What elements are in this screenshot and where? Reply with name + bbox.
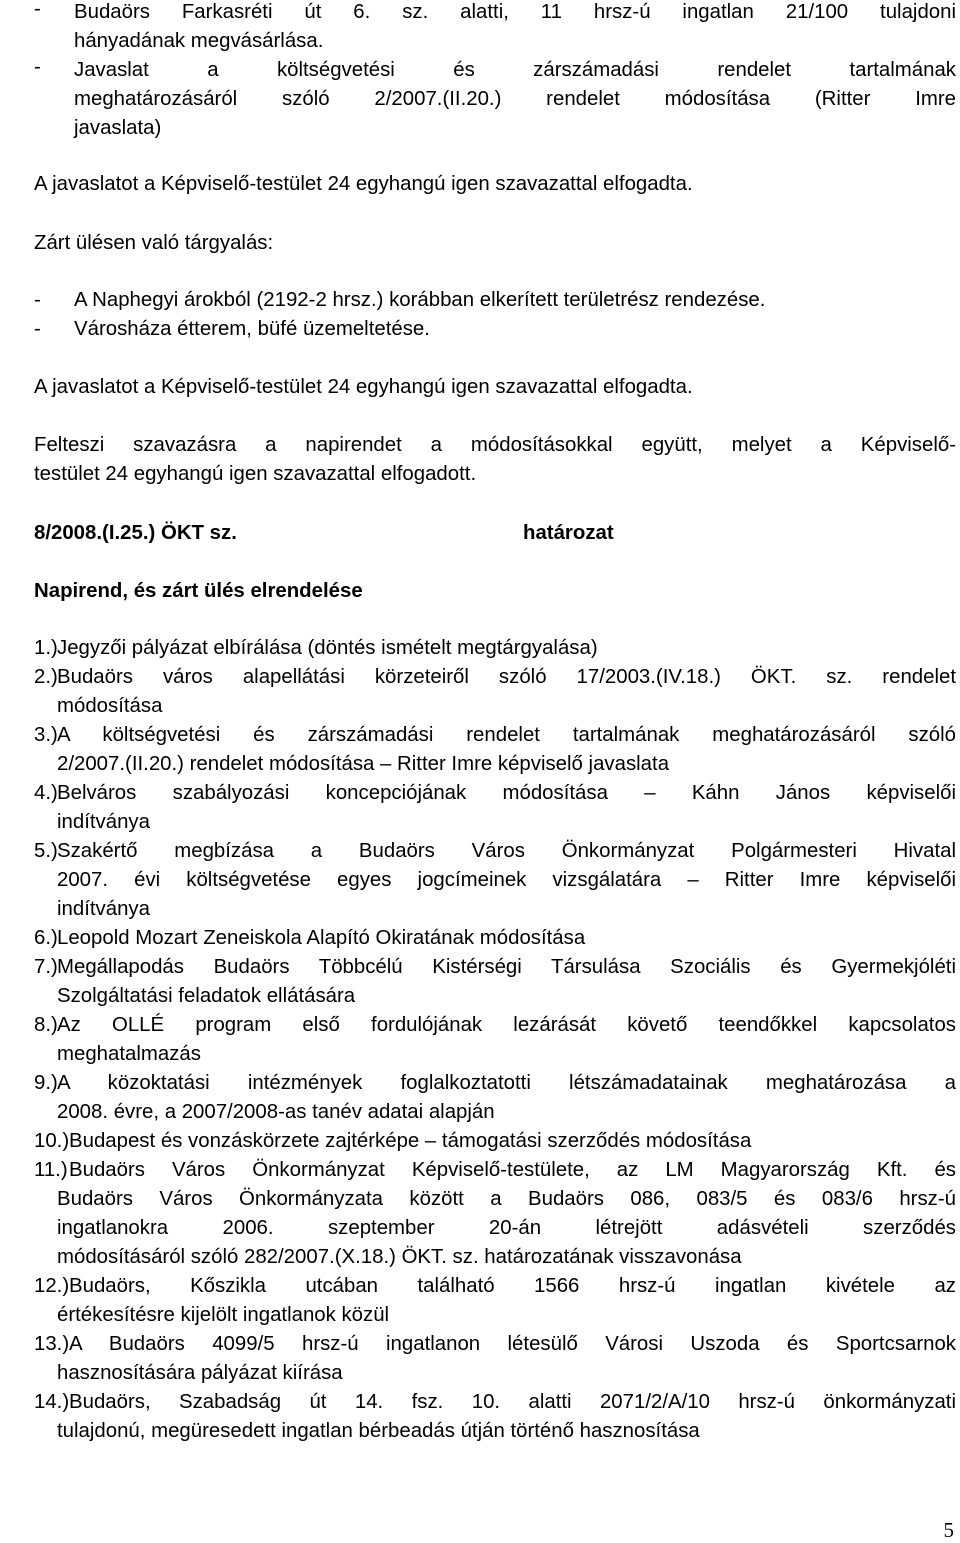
agenda-item — [34, 837, 956, 924]
agenda-item — [34, 1069, 956, 1127]
list-item — [34, 315, 956, 344]
agenda-item-number: 8.) — [34, 1014, 58, 1036]
agenda-item-line: Budaörs Város Önkormányzata között a Budaörs 086, 083/5 és 083/6 hrsz-ú — [57, 1188, 956, 1210]
agenda-item-number: 5.) — [34, 840, 58, 862]
agenda-item-line: Szakértő megbízása a Budaörs Város Önkormányzat Polgármesteri Hivatal — [57, 840, 956, 862]
agenda-item-line: Jegyzői pályázat elbírálása (döntés ismételt megtárgyalása) — [57, 637, 598, 659]
resolution-title: Napirend, és zárt ülés elrendelése — [34, 580, 363, 602]
intro-list — [34, 0, 956, 143]
list-item-line: hányadának megvásárlása. — [74, 30, 324, 52]
list-item-line: meghatározásáról szóló 2/2007.(II.20.) rendelet módosítása (Ritter Imre — [74, 88, 956, 110]
agenda-item-line: A költségvetési és zárszámadási rendelet tartalmának meghatározásáról szóló — [57, 724, 956, 746]
list-item — [34, 56, 956, 143]
agenda-item-line: indítványa — [57, 898, 150, 920]
agenda-item-line: Budaörs, Kőszikla utcában található 1566 hrsz-ú ingatlan kivétele az — [69, 1275, 956, 1297]
agenda-item — [34, 1156, 956, 1272]
agenda-item-line: ingatlanokra 2006. szeptember 20-án létrejött adásvételi szerződés — [57, 1217, 956, 1239]
agenda-item — [34, 634, 956, 663]
section-heading: Zárt ülésen való tárgyalás: — [34, 232, 274, 254]
agenda-item-number: 1.) — [34, 637, 58, 659]
list-item-text: Városháza étterem, büfé üzemeltetése. — [74, 318, 430, 340]
agenda-item-line: módosításáról szóló 282/2007.(X.18.) ÖKT. sz. határozatának visszavonása — [57, 1246, 742, 1268]
vote-result: A javaslatot a Képviselő-testület 24 egyhangú igen szavazattal elfogadta. — [34, 376, 693, 398]
closed-session-list — [34, 286, 956, 344]
agenda-item — [34, 1388, 956, 1446]
agenda-item-line: Szolgáltatási feladatok ellátására — [57, 985, 356, 1007]
resolution-label: határozat — [523, 522, 614, 544]
agenda-item-line: értékesítésre kijelölt ingatlanok közül — [57, 1304, 390, 1326]
agenda-item-line: Budaörs Város Önkormányzat Képviselő-testülete, az LM Magyarország Kft. és — [69, 1159, 956, 1181]
agenda-item — [34, 721, 956, 779]
agenda-item-line: Budaörs, Szabadság út 14. fsz. 10. alatti 2071/2/A/10 hrsz-ú önkormányzati — [69, 1391, 956, 1413]
agenda-item-line: A Budaörs 4099/5 hrsz-ú ingatlanon létesülő Városi Uszoda és Sportcsarnok — [69, 1333, 956, 1355]
agenda-item-number: 7.) — [34, 956, 58, 978]
page-number: 5 — [943, 1518, 954, 1542]
agenda-item-number: 12.) — [34, 1275, 70, 1297]
agenda-item-line: 2/2007.(II.20.) rendelet módosítása – Ritter Imre képviselő javaslata — [57, 753, 670, 775]
agenda-item — [34, 1127, 956, 1156]
agenda-item-number: 10.) — [34, 1130, 70, 1152]
agenda-vote-paragraph — [34, 431, 956, 489]
dash-marker: - — [34, 56, 41, 78]
agenda-item-line: Budaörs város alapellátási körzeteiről szóló 17/2003.(IV.18.) ÖKT. sz. rendelet — [57, 666, 956, 688]
agenda-item-number: 9.) — [34, 1072, 58, 1094]
agenda-item-line: 2007. évi költségvetése egyes jogcímeinek vizsgálatára – Ritter Imre képviselői — [57, 869, 956, 891]
agenda-item — [34, 924, 956, 953]
agenda-item — [34, 1011, 956, 1069]
list-item-line: Javaslat a költségvetési és zárszámadási rendelet tartalmának — [74, 59, 956, 81]
agenda-item — [34, 953, 956, 1011]
list-item-line: javaslata) — [74, 117, 162, 139]
agenda-item-line: tulajdonú, megüresedett ingatlan bérbeadás útján történő hasznosítása — [57, 1420, 700, 1442]
list-item — [34, 286, 956, 315]
agenda-item-number: 2.) — [34, 666, 58, 688]
agenda-item-number: 4.) — [34, 782, 58, 804]
agenda-item-number: 14.) — [34, 1391, 70, 1413]
dash-marker: - — [34, 289, 41, 311]
agenda-item-line: Megállapodás Budaörs Többcélú Kistérségi Társulása Szociális és Gyermekjóléti — [57, 956, 956, 978]
agenda-item — [34, 1330, 956, 1388]
agenda-list — [34, 634, 956, 1446]
agenda-item-number: 3.) — [34, 724, 58, 746]
agenda-item-line: A közoktatási intézmények foglalkoztatotti létszámadatainak meghatározása a — [57, 1072, 956, 1094]
list-item-line: Budaörs Farkasréti út 6. sz. alatti, 11 hrsz-ú ingatlan 21/100 tulajdoni — [74, 1, 956, 23]
agenda-item-line: Az OLLÉ program első fordulójának lezárását követő teendőkkel kapcsolatos — [57, 1014, 956, 1036]
agenda-item-line: meghatalmazás — [57, 1043, 201, 1065]
agenda-item — [34, 1272, 956, 1330]
resolution-number: 8/2008.(I.25.) ÖKT sz. — [34, 522, 237, 544]
vote-result: A javaslatot a Képviselő-testület 24 egyhangú igen szavazattal elfogadta. — [34, 173, 693, 195]
agenda-item-line: hasznosítására pályázat kiírása — [57, 1362, 343, 1384]
agenda-item-line: 2008. évre, a 2007/2008-as tanév adatai alapján — [57, 1101, 495, 1123]
agenda-item-number: 11.) — [34, 1159, 68, 1181]
agenda-item-number: 13.) — [34, 1333, 70, 1355]
paragraph-line: Felteszi szavazásra a napirendet a módosításokkal együtt, melyet a Képviselő- — [34, 434, 956, 456]
agenda-item — [34, 663, 956, 721]
list-item-text: A Naphegyi árokból (2192-2 hrsz.) korábban elkerített területrész rendezése. — [74, 289, 766, 311]
agenda-item-number: 6.) — [34, 927, 58, 949]
list-item — [34, 0, 956, 56]
agenda-item-line: Belváros szabályozási koncepciójának módosítása – Káhn János képviselői — [57, 782, 956, 804]
agenda-item-line: Leopold Mozart Zeneiskola Alapító Okiratának módosítása — [57, 927, 586, 949]
agenda-item — [34, 779, 956, 837]
agenda-item-line: módosítása — [57, 695, 163, 717]
dash-marker: - — [34, 0, 41, 20]
paragraph-line: testület 24 egyhangú igen szavazattal elfogadott. — [34, 463, 477, 485]
agenda-item-line: Budapest és vonzáskörzete zajtérképe – támogatási szerződés módosítása — [69, 1130, 752, 1152]
dash-marker: - — [34, 318, 41, 340]
agenda-item-line: indítványa — [57, 811, 150, 833]
